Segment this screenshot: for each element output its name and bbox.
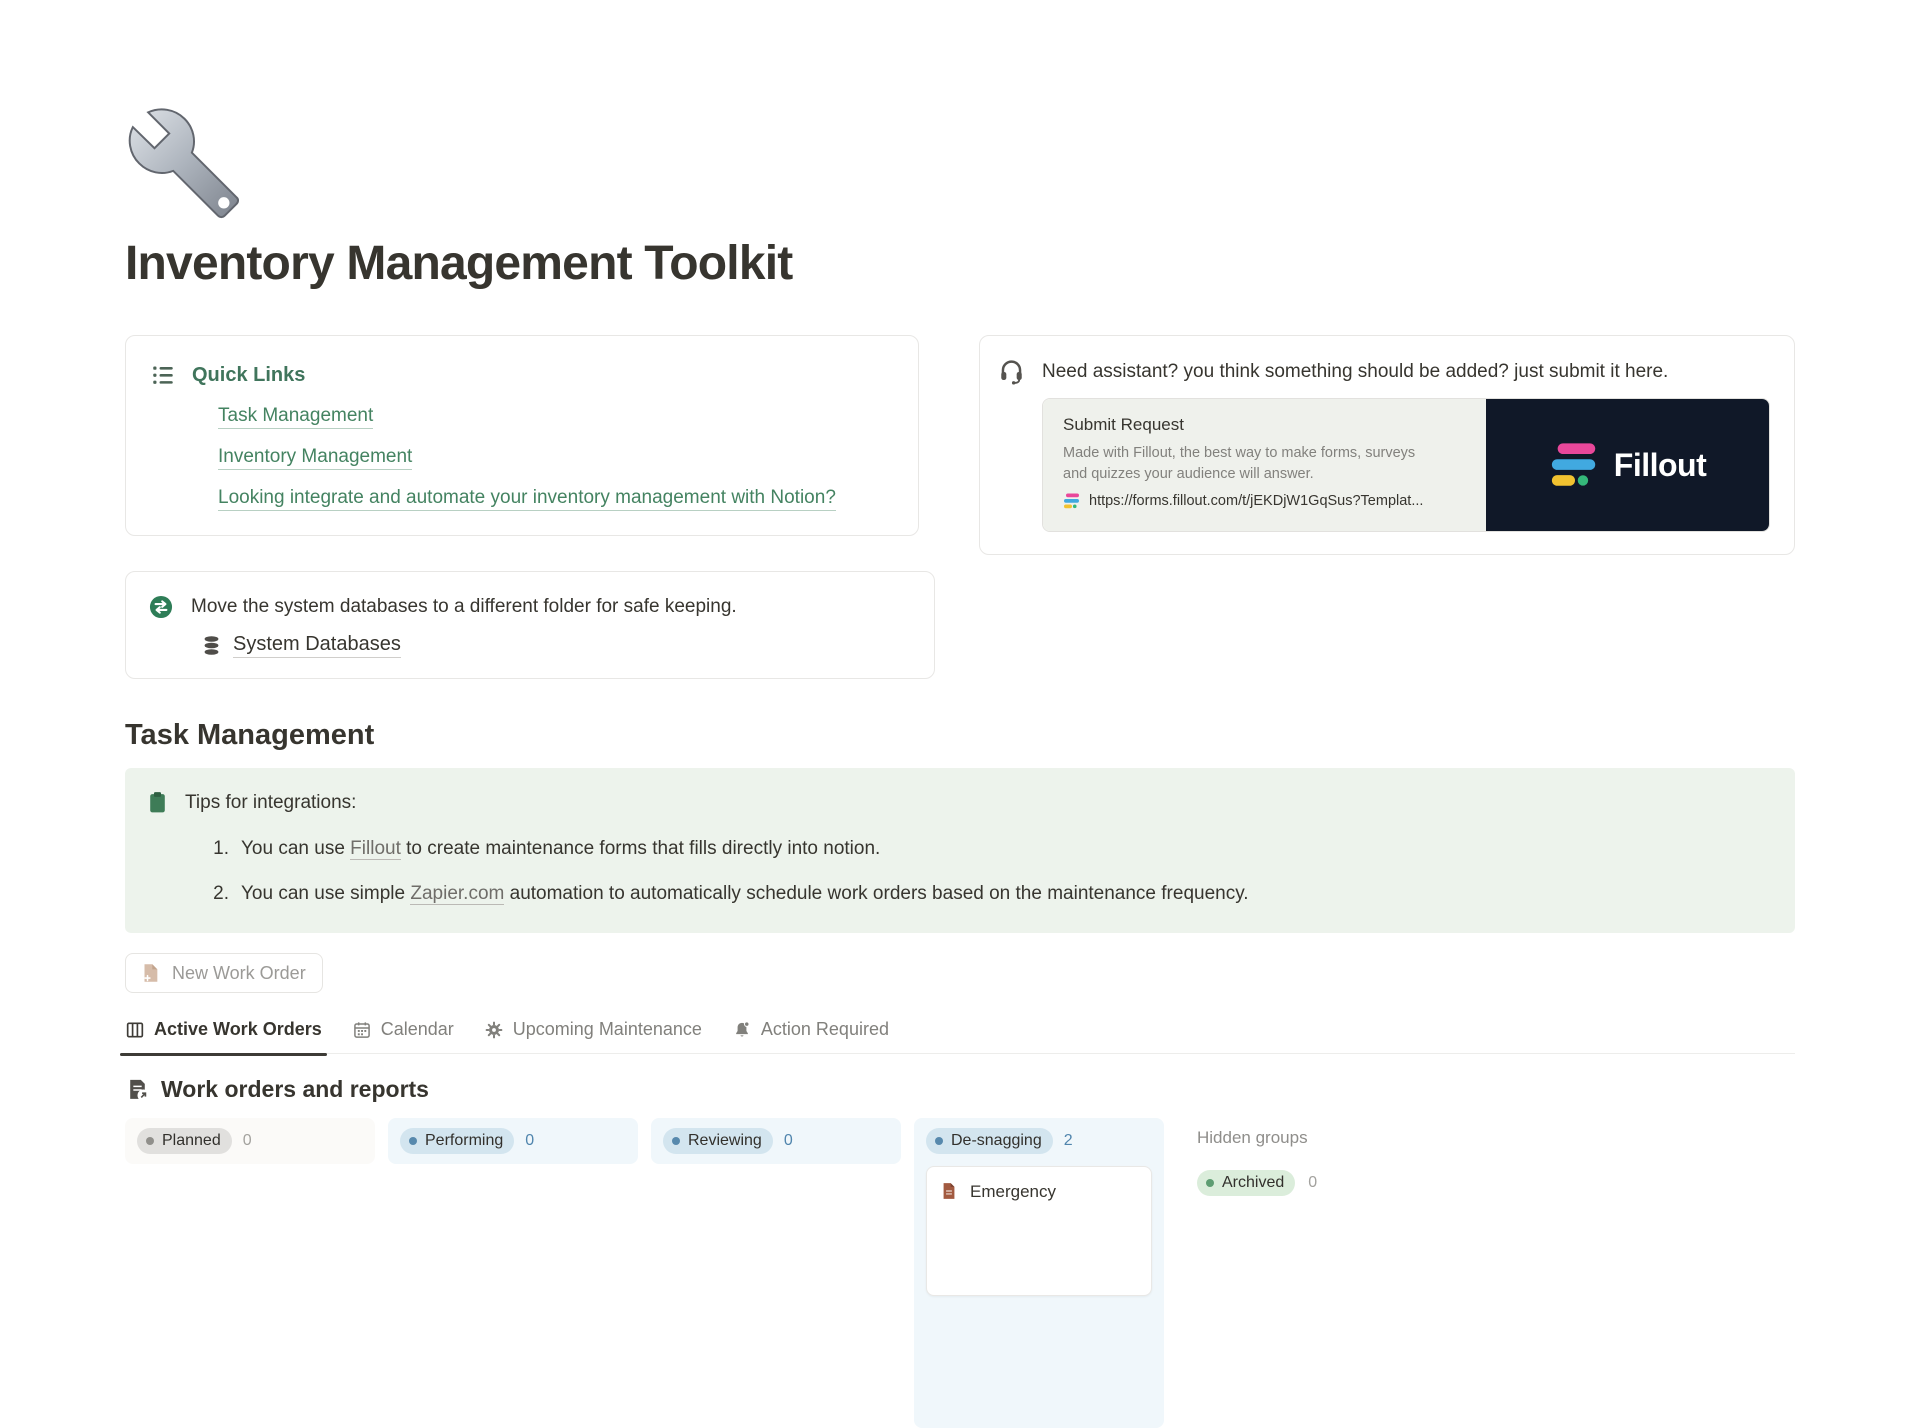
group-count: 2 <box>1063 1132 1073 1149</box>
tab-label: Upcoming Maintenance <box>512 1019 702 1039</box>
fillout-brand-name: Fillout <box>1613 446 1707 483</box>
card-emergency[interactable] <box>926 1166 1152 1296</box>
tab-upcoming-maintenance[interactable] <box>484 1019 702 1040</box>
bell-icon <box>732 1020 752 1040</box>
kanban-column-performing <box>388 1118 638 1164</box>
kanban-column-reviewing <box>651 1118 901 1164</box>
list-icon <box>150 362 176 388</box>
tip-item-2 <box>207 882 1771 927</box>
status-dot <box>935 1137 943 1145</box>
quick-links-callout <box>125 335 919 536</box>
status-label: Performing <box>425 1132 504 1149</box>
tab-label: Calendar <box>380 1019 454 1039</box>
status-badge-archived[interactable] <box>1197 1170 1295 1196</box>
hidden-groups-section <box>1197 1118 1317 1196</box>
fillout-brand-panel <box>1486 399 1769 531</box>
clipboard-icon <box>145 790 170 815</box>
view-tabs <box>125 1019 1795 1054</box>
group-header-archived[interactable] <box>1197 1170 1317 1196</box>
linked-database-icon <box>125 1077 150 1102</box>
status-label: Planned <box>162 1132 221 1149</box>
tips-title: Tips for integrations: <box>185 791 357 813</box>
group-count: 0 <box>783 1132 793 1149</box>
system-databases-link[interactable] <box>200 633 910 658</box>
status-dot <box>672 1137 680 1145</box>
group-header-performing[interactable] <box>400 1128 626 1154</box>
status-dot <box>146 1137 154 1145</box>
work-order-plus-icon <box>139 962 161 984</box>
transfer-icon <box>148 594 174 620</box>
board-icon <box>125 1020 145 1040</box>
group-header-de-snagging[interactable] <box>926 1128 1152 1154</box>
status-label: Archived <box>1222 1174 1285 1191</box>
kanban-board <box>125 1118 1795 1428</box>
new-work-order-button[interactable] <box>125 953 323 993</box>
tab-label: Active Work Orders <box>154 1019 322 1039</box>
tab-calendar[interactable] <box>352 1019 454 1040</box>
embed-info <box>1043 399 1486 531</box>
wrench-page-icon[interactable] <box>125 104 243 222</box>
embed-description: Made with Fillout, the best way to make forms, surveys and quizzes your audience will answer. <box>1063 445 1416 482</box>
tip-text-before: You can use simple <box>241 883 411 904</box>
tips-callout <box>125 768 1795 933</box>
headphones-icon <box>998 358 1025 385</box>
tip-text <box>241 837 880 860</box>
tip-item-1 <box>207 837 1771 860</box>
status-badge-planned[interactable] <box>137 1128 232 1154</box>
group-header-reviewing[interactable] <box>663 1128 889 1154</box>
link-inventory-management[interactable]: Inventory Management <box>218 445 412 470</box>
tab-label: Action Required <box>760 1019 889 1039</box>
group-count: 0 <box>1308 1174 1318 1191</box>
board-header <box>125 1076 1795 1103</box>
tab-action-required[interactable] <box>732 1019 889 1040</box>
tip-text <box>241 882 1249 905</box>
fillout-embed-card[interactable] <box>1042 398 1770 532</box>
task-management-heading: Task Management <box>125 719 375 751</box>
work-order-document-icon <box>939 1181 959 1201</box>
zapier-link[interactable]: Zapier.com <box>410 883 505 904</box>
embed-url[interactable]: https://forms.fillout.com/t/jEKDjW1GqSus?Templat... <box>1089 493 1424 510</box>
tip-text-after: automation to automatically schedule work orders based on the maintenance frequency. <box>504 883 1249 904</box>
database-icon <box>200 634 223 657</box>
move-databases-callout <box>125 571 935 679</box>
card-title: Emergency <box>970 1182 1056 1201</box>
tip-number: 1. <box>213 838 229 859</box>
tip-text-before: You can use <box>241 838 351 859</box>
hidden-groups-label: Hidden groups <box>1197 1128 1308 1147</box>
wrench-icon <box>125 104 243 222</box>
gear-icon <box>484 1020 504 1040</box>
kanban-column-planned <box>125 1118 375 1164</box>
group-count: 0 <box>525 1132 535 1149</box>
kanban-column-de-snagging <box>914 1118 1164 1428</box>
fillout-favicon-icon <box>1063 493 1081 509</box>
group-header-planned[interactable] <box>137 1128 363 1154</box>
system-databases-label: System Databases <box>233 633 401 658</box>
link-task-management[interactable]: Task Management <box>218 404 373 429</box>
new-work-order-label: New Work Order <box>172 962 306 983</box>
page-title: Inventory Management Toolkit <box>125 237 793 290</box>
link-integrate-automate-notion[interactable]: Looking integrate and automate your inventory management with Notion? <box>218 486 836 511</box>
move-databases-text: Move the system databases to a different folder for safe keeping. <box>191 596 737 617</box>
top-callouts-row <box>125 335 1795 555</box>
assist-callout <box>979 335 1795 555</box>
calendar-icon <box>352 1020 372 1040</box>
status-badge-performing[interactable] <box>400 1128 514 1154</box>
tab-active-work-orders[interactable] <box>125 1019 322 1040</box>
group-count: 0 <box>242 1132 252 1149</box>
status-label: De-snagging <box>951 1132 1042 1149</box>
embed-title: Submit Request <box>1063 415 1184 434</box>
tip-text-after: to create maintenance forms that fills directly into notion. <box>400 838 881 859</box>
quick-links-heading: Quick Links <box>192 363 306 386</box>
fillout-logo-icon <box>1549 443 1601 487</box>
fillout-link[interactable]: Fillout <box>350 838 401 859</box>
status-dot <box>1206 1179 1214 1187</box>
board-title: Work orders and reports <box>161 1076 429 1102</box>
status-dot <box>409 1137 417 1145</box>
assist-text: Need assistant? you think something should be added? just submit it here. <box>1042 360 1669 382</box>
status-badge-de-snagging[interactable] <box>926 1128 1053 1154</box>
status-label: Reviewing <box>688 1132 762 1149</box>
notion-page <box>125 104 1795 1428</box>
tip-number: 2. <box>213 883 229 904</box>
status-badge-reviewing[interactable] <box>663 1128 773 1154</box>
